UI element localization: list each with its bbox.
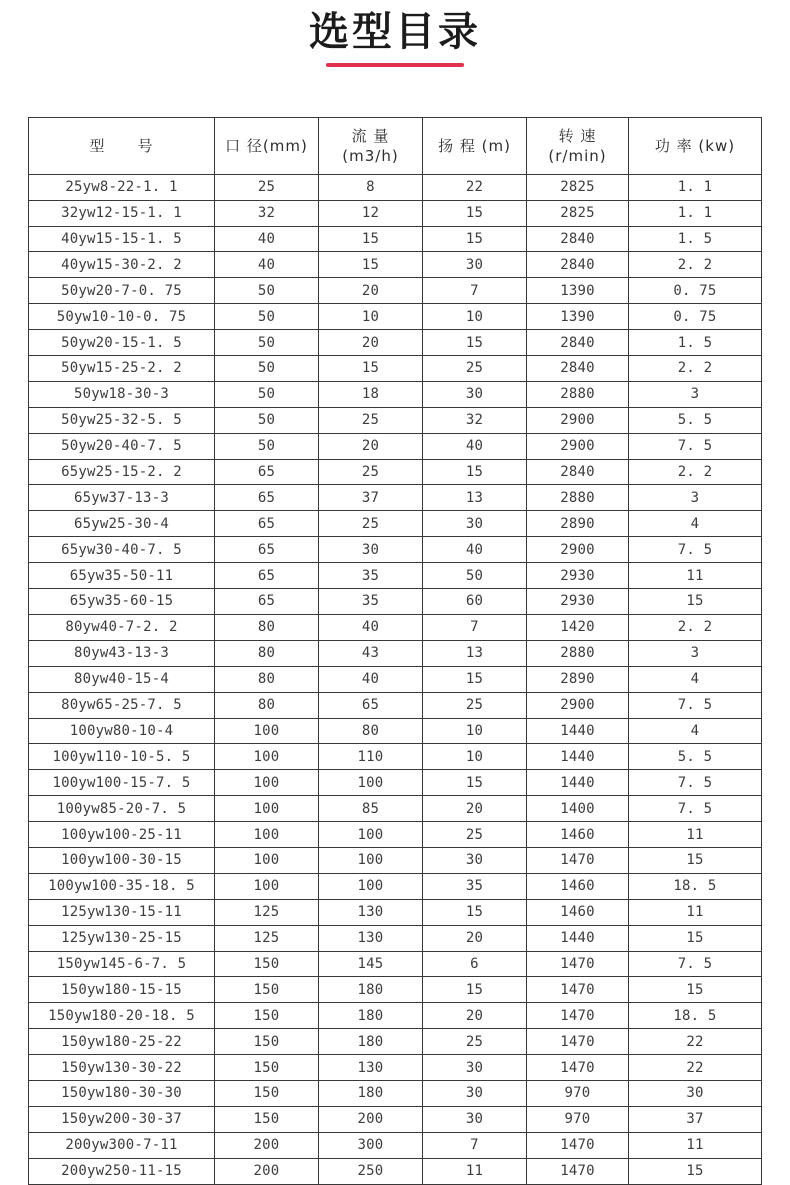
cell-model: 65yw35-50-11: [29, 563, 215, 589]
table-row: [29, 718, 762, 744]
cell-head: 30: [423, 511, 527, 537]
cell-power: 4: [629, 511, 762, 537]
cell-head: 30: [423, 381, 527, 407]
col-header-power: [629, 117, 762, 174]
cell-head: 6: [423, 951, 527, 977]
cell-diameter: 80: [215, 614, 319, 640]
cell-power: 2. 2: [629, 356, 762, 382]
cell-head: 25: [423, 356, 527, 382]
col-header-head-label: 扬 程 (m): [438, 136, 511, 155]
cell-speed: 1440: [527, 925, 629, 951]
table-row: [29, 563, 762, 589]
table-row: [29, 485, 762, 511]
table-row: [29, 356, 762, 382]
col-header-flow-label: 流 量: [351, 126, 390, 145]
cell-flow: 100: [319, 847, 423, 873]
cell-diameter: 65: [215, 459, 319, 485]
cell-diameter: 100: [215, 822, 319, 848]
cell-power: 5. 5: [629, 407, 762, 433]
cell-flow: 85: [319, 796, 423, 822]
cell-model: 100yw80-10-4: [29, 718, 215, 744]
cell-diameter: 50: [215, 278, 319, 304]
cell-model: 100yw100-35-18. 5: [29, 873, 215, 899]
cell-model: 100yw100-15-7. 5: [29, 770, 215, 796]
cell-power: 22: [629, 1055, 762, 1081]
cell-model: 125yw130-15-11: [29, 899, 215, 925]
cell-head: 25: [423, 692, 527, 718]
cell-speed: 1470: [527, 951, 629, 977]
cell-flow: 25: [319, 407, 423, 433]
cell-diameter: 65: [215, 485, 319, 511]
cell-head: 40: [423, 537, 527, 563]
cell-head: 30: [423, 847, 527, 873]
cell-diameter: 100: [215, 744, 319, 770]
header-row: [29, 117, 762, 174]
cell-flow: 20: [319, 330, 423, 356]
cell-flow: 130: [319, 1055, 423, 1081]
cell-power: 11: [629, 563, 762, 589]
cell-flow: 25: [319, 459, 423, 485]
table-row: [29, 666, 762, 692]
cell-diameter: 150: [215, 977, 319, 1003]
cell-flow: 35: [319, 589, 423, 615]
cell-model: 50yw25-32-5. 5: [29, 407, 215, 433]
cell-flow: 20: [319, 278, 423, 304]
cell-diameter: 200: [215, 1158, 319, 1184]
cell-diameter: 100: [215, 796, 319, 822]
cell-speed: 1460: [527, 873, 629, 899]
table-row: [29, 744, 762, 770]
cell-diameter: 40: [215, 252, 319, 278]
cell-head: 15: [423, 459, 527, 485]
cell-diameter: 150: [215, 1080, 319, 1106]
cell-flow: 10: [319, 304, 423, 330]
table-row: [29, 1055, 762, 1081]
cell-power: 1. 5: [629, 330, 762, 356]
cell-flow: 145: [319, 951, 423, 977]
table-row: [29, 252, 762, 278]
cell-speed: 2840: [527, 252, 629, 278]
cell-flow: 8: [319, 174, 423, 200]
cell-speed: 2900: [527, 433, 629, 459]
cell-power: 7. 5: [629, 433, 762, 459]
cell-speed: 1470: [527, 1132, 629, 1158]
cell-model: 50yw20-40-7. 5: [29, 433, 215, 459]
cell-flow: 15: [319, 356, 423, 382]
cell-model: 100yw85-20-7. 5: [29, 796, 215, 822]
table-row: [29, 640, 762, 666]
table-row: [29, 433, 762, 459]
cell-flow: 130: [319, 899, 423, 925]
table-row: [29, 847, 762, 873]
cell-head: 30: [423, 1080, 527, 1106]
cell-head: 10: [423, 744, 527, 770]
col-header-model-label: 型 号: [89, 136, 154, 155]
table-row: [29, 459, 762, 485]
cell-diameter: 65: [215, 563, 319, 589]
cell-diameter: 50: [215, 330, 319, 356]
cell-head: 40: [423, 433, 527, 459]
cell-flow: 300: [319, 1132, 423, 1158]
cell-diameter: 150: [215, 1055, 319, 1081]
cell-model: 200yw300-7-11: [29, 1132, 215, 1158]
cell-head: 20: [423, 1003, 527, 1029]
cell-flow: 100: [319, 822, 423, 848]
cell-flow: 200: [319, 1106, 423, 1132]
cell-flow: 12: [319, 200, 423, 226]
cell-head: 7: [423, 278, 527, 304]
table-row: [29, 174, 762, 200]
cell-model: 65yw25-15-2. 2: [29, 459, 215, 485]
cell-model: 32yw12-15-1. 1: [29, 200, 215, 226]
cell-flow: 250: [319, 1158, 423, 1184]
cell-power: 11: [629, 899, 762, 925]
cell-model: 65yw30-40-7. 5: [29, 537, 215, 563]
table-row: [29, 796, 762, 822]
cell-diameter: 80: [215, 640, 319, 666]
cell-diameter: 50: [215, 304, 319, 330]
cell-model: 150yw145-6-7. 5: [29, 951, 215, 977]
cell-diameter: 50: [215, 356, 319, 382]
cell-power: 4: [629, 718, 762, 744]
cell-flow: 40: [319, 614, 423, 640]
table-row: [29, 1080, 762, 1106]
cell-flow: 180: [319, 1029, 423, 1055]
cell-head: 32: [423, 407, 527, 433]
cell-diameter: 100: [215, 847, 319, 873]
cell-flow: 25: [319, 511, 423, 537]
cell-flow: 180: [319, 1003, 423, 1029]
pump-selection-table: [28, 117, 762, 1185]
cell-model: 50yw10-10-0. 75: [29, 304, 215, 330]
cell-head: 13: [423, 485, 527, 511]
table-row: [29, 304, 762, 330]
cell-model: 150yw130-30-22: [29, 1055, 215, 1081]
cell-head: 15: [423, 666, 527, 692]
cell-head: 7: [423, 1132, 527, 1158]
cell-flow: 20: [319, 433, 423, 459]
page-header: [0, 0, 790, 67]
cell-diameter: 100: [215, 873, 319, 899]
cell-speed: 1440: [527, 744, 629, 770]
cell-diameter: 100: [215, 718, 319, 744]
cell-head: 20: [423, 925, 527, 951]
col-header-head: [423, 117, 527, 174]
cell-head: 13: [423, 640, 527, 666]
cell-model: 65yw25-30-4: [29, 511, 215, 537]
cell-diameter: 32: [215, 200, 319, 226]
cell-model: 50yw18-30-3: [29, 381, 215, 407]
cell-power: 7. 5: [629, 692, 762, 718]
table-row: [29, 330, 762, 356]
cell-power: 0. 75: [629, 304, 762, 330]
cell-power: 1. 1: [629, 200, 762, 226]
table-row: [29, 407, 762, 433]
cell-speed: 2930: [527, 589, 629, 615]
cell-head: 15: [423, 770, 527, 796]
cell-power: 30: [629, 1080, 762, 1106]
cell-speed: 1390: [527, 278, 629, 304]
cell-diameter: 80: [215, 692, 319, 718]
cell-model: 150yw180-15-15: [29, 977, 215, 1003]
cell-flow: 18: [319, 381, 423, 407]
cell-diameter: 200: [215, 1132, 319, 1158]
cell-speed: 2930: [527, 563, 629, 589]
cell-flow: 180: [319, 977, 423, 1003]
cell-model: 100yw110-10-5. 5: [29, 744, 215, 770]
cell-power: 3: [629, 485, 762, 511]
cell-flow: 43: [319, 640, 423, 666]
cell-speed: 1390: [527, 304, 629, 330]
cell-diameter: 50: [215, 381, 319, 407]
col-header-model: [29, 117, 215, 174]
table-row: [29, 770, 762, 796]
cell-model: 50yw20-15-1. 5: [29, 330, 215, 356]
cell-speed: 1440: [527, 718, 629, 744]
col-header-speed: [527, 117, 629, 174]
cell-model: 80yw40-15-4: [29, 666, 215, 692]
cell-flow: 180: [319, 1080, 423, 1106]
cell-speed: 2890: [527, 666, 629, 692]
cell-diameter: 65: [215, 537, 319, 563]
cell-diameter: 25: [215, 174, 319, 200]
cell-flow: 37: [319, 485, 423, 511]
cell-flow: 65: [319, 692, 423, 718]
cell-head: 22: [423, 174, 527, 200]
cell-power: 37: [629, 1106, 762, 1132]
cell-speed: 2840: [527, 226, 629, 252]
table-row: [29, 873, 762, 899]
cell-model: 150yw180-25-22: [29, 1029, 215, 1055]
cell-flow: 35: [319, 563, 423, 589]
cell-head: 15: [423, 977, 527, 1003]
cell-power: 1. 1: [629, 174, 762, 200]
cell-model: 80yw40-7-2. 2: [29, 614, 215, 640]
cell-model: 150yw200-30-37: [29, 1106, 215, 1132]
cell-flow: 30: [319, 537, 423, 563]
table-row: [29, 381, 762, 407]
cell-head: 15: [423, 200, 527, 226]
cell-speed: 2880: [527, 485, 629, 511]
cell-flow: 40: [319, 666, 423, 692]
cell-diameter: 150: [215, 1003, 319, 1029]
cell-speed: 2840: [527, 330, 629, 356]
table-row: [29, 278, 762, 304]
table-row: [29, 537, 762, 563]
col-header-diameter-label: 口 径(mm): [225, 136, 308, 155]
cell-diameter: 100: [215, 770, 319, 796]
table-row: [29, 951, 762, 977]
table-row: [29, 1029, 762, 1055]
col-header-power-label: 功 率 (kw): [654, 136, 736, 155]
cell-speed: 1470: [527, 1003, 629, 1029]
cell-power: 11: [629, 822, 762, 848]
cell-diameter: 150: [215, 1106, 319, 1132]
cell-diameter: 150: [215, 1029, 319, 1055]
cell-speed: 1460: [527, 899, 629, 925]
col-header-speed-label: 转 速: [558, 126, 597, 145]
cell-power: 18. 5: [629, 1003, 762, 1029]
table-row: [29, 1132, 762, 1158]
cell-speed: 2880: [527, 640, 629, 666]
cell-head: 30: [423, 1055, 527, 1081]
cell-diameter: 40: [215, 226, 319, 252]
cell-power: 3: [629, 381, 762, 407]
cell-power: 7. 5: [629, 951, 762, 977]
cell-speed: 1400: [527, 796, 629, 822]
table-row: [29, 692, 762, 718]
cell-diameter: 65: [215, 589, 319, 615]
table-row: [29, 226, 762, 252]
cell-model: 80yw43-13-3: [29, 640, 215, 666]
cell-power: 15: [629, 1158, 762, 1184]
cell-model: 150yw180-20-18. 5: [29, 1003, 215, 1029]
cell-head: 11: [423, 1158, 527, 1184]
cell-speed: 1470: [527, 1158, 629, 1184]
cell-model: 80yw65-25-7. 5: [29, 692, 215, 718]
cell-power: 2. 2: [629, 459, 762, 485]
cell-speed: 1420: [527, 614, 629, 640]
cell-power: 22: [629, 1029, 762, 1055]
cell-head: 15: [423, 899, 527, 925]
cell-model: 40yw15-15-1. 5: [29, 226, 215, 252]
cell-model: 100yw100-25-11: [29, 822, 215, 848]
col-header-diameter: [215, 117, 319, 174]
cell-power: 2. 2: [629, 614, 762, 640]
cell-power: 5. 5: [629, 744, 762, 770]
cell-speed: 2890: [527, 511, 629, 537]
cell-model: 125yw130-25-15: [29, 925, 215, 951]
cell-speed: 1470: [527, 1029, 629, 1055]
cell-diameter: 65: [215, 511, 319, 537]
table-body: [29, 174, 762, 1184]
cell-head: 25: [423, 1029, 527, 1055]
cell-model: 200yw250-11-15: [29, 1158, 215, 1184]
cell-head: 7: [423, 614, 527, 640]
cell-power: 3: [629, 640, 762, 666]
cell-head: 25: [423, 822, 527, 848]
cell-diameter: 80: [215, 666, 319, 692]
table-row: [29, 899, 762, 925]
cell-power: 15: [629, 977, 762, 1003]
cell-head: 10: [423, 304, 527, 330]
title-underline: [326, 63, 464, 67]
cell-model: 50yw20-7-0. 75: [29, 278, 215, 304]
cell-power: 15: [629, 925, 762, 951]
cell-flow: 80: [319, 718, 423, 744]
cell-speed: 2880: [527, 381, 629, 407]
cell-diameter: 50: [215, 433, 319, 459]
table-row: [29, 1106, 762, 1132]
page-title: 选型目录: [309, 9, 481, 55]
cell-diameter: 125: [215, 899, 319, 925]
cell-head: 10: [423, 718, 527, 744]
cell-flow: 15: [319, 252, 423, 278]
cell-speed: 1470: [527, 1055, 629, 1081]
cell-power: 7. 5: [629, 537, 762, 563]
cell-speed: 2840: [527, 459, 629, 485]
cell-speed: 1470: [527, 977, 629, 1003]
cell-power: 7. 5: [629, 770, 762, 796]
cell-power: 7. 5: [629, 796, 762, 822]
cell-power: 18. 5: [629, 873, 762, 899]
cell-power: 2. 2: [629, 252, 762, 278]
col-header-speed-unit: (r/min): [548, 146, 607, 165]
cell-speed: 2900: [527, 692, 629, 718]
cell-speed: 2825: [527, 174, 629, 200]
cell-head: 60: [423, 589, 527, 615]
cell-diameter: 125: [215, 925, 319, 951]
cell-speed: 970: [527, 1106, 629, 1132]
col-header-flow-unit: (m3/h): [342, 146, 399, 165]
cell-power: 11: [629, 1132, 762, 1158]
table-row: [29, 977, 762, 1003]
cell-head: 15: [423, 226, 527, 252]
cell-speed: 2900: [527, 407, 629, 433]
cell-model: 50yw15-25-2. 2: [29, 356, 215, 382]
cell-flow: 15: [319, 226, 423, 252]
cell-speed: 1460: [527, 822, 629, 848]
table-row: [29, 511, 762, 537]
cell-model: 40yw15-30-2. 2: [29, 252, 215, 278]
cell-flow: 100: [319, 873, 423, 899]
cell-model: 150yw180-30-30: [29, 1080, 215, 1106]
cell-flow: 100: [319, 770, 423, 796]
cell-diameter: 50: [215, 407, 319, 433]
cell-head: 30: [423, 252, 527, 278]
cell-head: 20: [423, 796, 527, 822]
cell-power: 15: [629, 589, 762, 615]
cell-speed: 1470: [527, 847, 629, 873]
table-wrap: [28, 117, 790, 1185]
cell-speed: 970: [527, 1080, 629, 1106]
cell-diameter: 150: [215, 951, 319, 977]
cell-head: 35: [423, 873, 527, 899]
cell-head: 30: [423, 1106, 527, 1132]
cell-speed: 2900: [527, 537, 629, 563]
cell-power: 4: [629, 666, 762, 692]
table-header: [29, 117, 762, 174]
col-header-flow: [319, 117, 423, 174]
cell-power: 0. 75: [629, 278, 762, 304]
table-row: [29, 614, 762, 640]
table-row: [29, 200, 762, 226]
table-row: [29, 925, 762, 951]
cell-power: 1. 5: [629, 226, 762, 252]
table-row: [29, 822, 762, 848]
cell-model: 65yw37-13-3: [29, 485, 215, 511]
table-row: [29, 1158, 762, 1184]
cell-flow: 110: [319, 744, 423, 770]
table-row: [29, 589, 762, 615]
cell-head: 50: [423, 563, 527, 589]
cell-power: 15: [629, 847, 762, 873]
table-row: [29, 1003, 762, 1029]
cell-model: 100yw100-30-15: [29, 847, 215, 873]
cell-head: 15: [423, 330, 527, 356]
cell-model: 25yw8-22-1. 1: [29, 174, 215, 200]
cell-speed: 2840: [527, 356, 629, 382]
cell-flow: 130: [319, 925, 423, 951]
cell-speed: 1440: [527, 770, 629, 796]
cell-model: 65yw35-60-15: [29, 589, 215, 615]
cell-speed: 2825: [527, 200, 629, 226]
